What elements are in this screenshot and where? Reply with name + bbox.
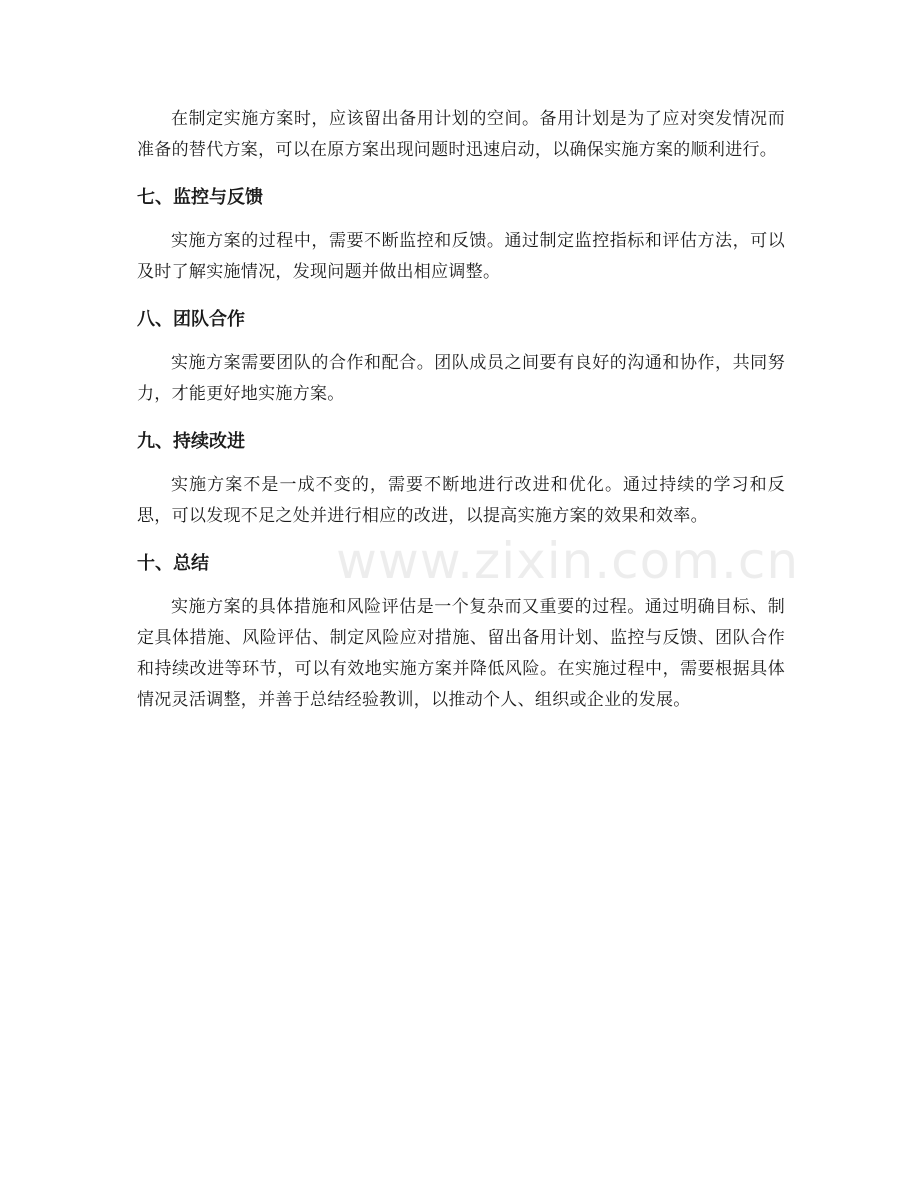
watermark: www.zixin.com.cn <box>336 532 800 590</box>
paragraph-teamwork: 实施方案需要团队的合作和配合。团队成员之间要有良好的沟通和协作，共同努力，才能更好地实施方案。 <box>137 353 785 404</box>
paragraph-backup-plan: 在制定实施方案时，应该留出备用计划的空间。备用计划是为了应对突发情况而准备的替代方案，可以在原方案出现问题时迅速启动，以确保实施方案的顺利进行。 <box>137 109 785 160</box>
heading-monitoring-feedback: 七、监控与反馈 <box>137 187 263 208</box>
paragraph-monitoring-feedback: 实施方案的过程中，需要不断监控和反馈。通过制定监控指标和评估方法，可以及时了解实施情况，发现问题并做出相应调整。 <box>137 231 785 282</box>
heading-summary: 十、总结 <box>137 553 209 574</box>
paragraph-continuous-improvement: 实施方案不是一成不变的，需要不断地进行改进和优化。通过持续的学习和反思，可以发现不足之处并进行相应的改进，以提高实施方案的效果和效率。 <box>137 475 785 526</box>
heading-teamwork: 八、团队合作 <box>137 309 245 330</box>
document-body <box>137 104 785 716</box>
heading-continuous-improvement: 九、持续改进 <box>137 431 245 452</box>
paragraph-summary: 实施方案的具体措施和风险评估是一个复杂而又重要的过程。通过明确目标、制定具体措施、风险评估、制定风险应对措施、留出备用计划、监控与反馈、团队合作和持续改进等环节，可以有效地实施方案并降低风险。在实施过程中，需要根据具体情况灵活调整，并善于总结经验教训，以推动个人、组织或企业的发展。 <box>137 597 785 710</box>
